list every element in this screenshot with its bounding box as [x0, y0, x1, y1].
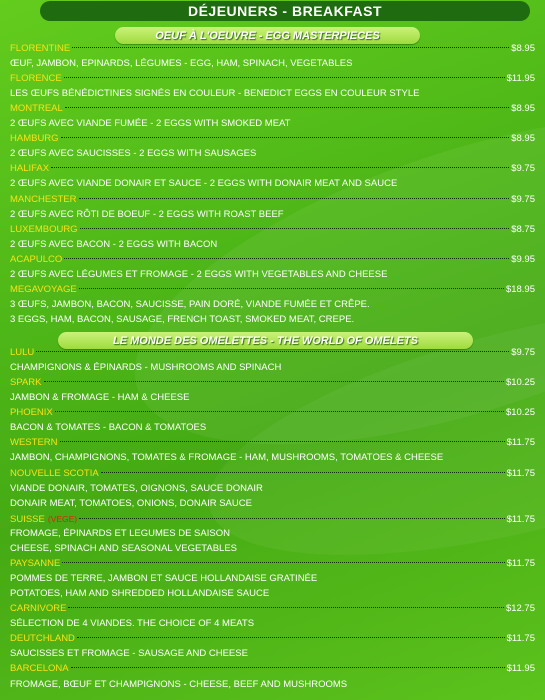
menu-item-row: [10, 72, 535, 86]
menu-item-description: JAMBON, CHAMPIGNONS, TOMATES & FROMAGE - HAM, MUSHROOMS, TOMATOES & CHEESE: [10, 452, 444, 464]
menu-item-name: FLORENCE: [10, 73, 62, 85]
menu-item-description: VIANDE DONAIR, TOMATES, OIGNONS, SAUCE DONAIR: [10, 482, 263, 494]
section-title: OEUF À L'OEUVRE - EGG MASTERPIECES: [155, 29, 380, 42]
dot-leader: [79, 198, 510, 199]
menu-item-row: [10, 557, 535, 571]
menu-item-name: PAYSANNE: [10, 557, 61, 569]
section-title: LE MONDE DES OMELETTES - THE WORLD OF OMELETS: [113, 334, 418, 347]
menu-item-price: $9.75: [511, 193, 535, 205]
menu-item-name: BARCELONA: [10, 663, 69, 675]
menu-item-name: SUISSE: [10, 513, 45, 525]
menu-item-row: [10, 193, 535, 207]
menu-item-row: [10, 162, 535, 176]
menu-item-price: $11.95: [506, 73, 535, 85]
menu-item-description: 2 ŒUFS AVEC VIANDE DONAIR ET SAUCE - 2 EGGS WITH DONAIR MEAT AND SAUCE: [10, 178, 398, 190]
dot-leader: [68, 607, 503, 608]
menu-item-description: CHAMPIGNONS & ÉPINARDS - MUSHROOMS AND SPINACH: [10, 362, 282, 374]
dot-leader: [51, 167, 509, 168]
dot-leader: [79, 288, 504, 289]
dot-leader: [79, 518, 505, 519]
menu-item-name: WESTERN: [10, 437, 58, 449]
dot-leader: [64, 77, 505, 78]
menu-item-description: 3 EGGS, HAM, BACON, SAUSAGE, FRENCH TOAST, SMOKED MEAT, CREPE.: [10, 313, 355, 325]
menu-item-price: $8.95: [511, 43, 535, 54]
menu-item-name: FLORENTINE: [10, 43, 71, 54]
menu-item-row: [10, 132, 535, 146]
menu-item-price: $12.75: [505, 603, 535, 615]
menu-item-description: ŒUF, JAMBON, EPINARDS, LÉGUMES - EGG, HAM, SPINACH, VEGETABLES: [10, 58, 353, 70]
menu-item-price: $11.75: [506, 437, 535, 449]
menu-item-name: ACAPULCO: [10, 253, 63, 265]
menu-item-description: JAMBON & FROMAGE - HAM & CHEESE: [10, 392, 190, 404]
menu-item-name: MEGAVOYAGE: [10, 283, 77, 295]
menu-item-price: $11.75: [506, 467, 535, 479]
menu-item-price: $10.25: [505, 377, 535, 389]
menu-item-row: [10, 346, 535, 360]
menu-item-row: [10, 102, 535, 116]
menu-item-row: [10, 632, 535, 646]
menu-item-description: 2 ŒUFS AVEC BACON - 2 EGGS WITH BACON: [10, 238, 218, 250]
menu-item-price: $11.95: [506, 663, 535, 675]
menu-item-description: 2 ŒUFS AVEC SAUCISSES - 2 EGGS WITH SAUSAGES: [10, 148, 257, 160]
menu-item-description: FROMAGE, ÉPINARDS ET LEGUMES DE SAISON: [10, 527, 230, 539]
menu-title: DÉJEUNERS - BREAKFAST: [187, 3, 383, 19]
menu-item-row: [10, 467, 535, 481]
menu-item-name: DEUTCHLAND: [10, 633, 75, 645]
menu-item-row: [10, 512, 535, 526]
menu-item-row: [10, 253, 535, 267]
menu-item-name: CARNIVORE: [10, 603, 67, 615]
menu-item-name: MANCHESTER: [10, 193, 77, 205]
menu-item-price: $9.75: [511, 163, 535, 175]
menu-item-description: DONAIR MEAT, TOMATOES, ONIONS, DONAIR SAUCE: [10, 497, 252, 509]
menu-item-price: $8.95: [511, 103, 535, 115]
dot-leader: [61, 137, 510, 138]
menu-item-name: PHOENIX: [10, 407, 53, 419]
dot-leader: [71, 667, 505, 668]
menu-item-name: NOUVELLE SCOTIA: [10, 467, 99, 479]
menu-item-name: SPARK: [10, 377, 42, 389]
dot-leader: [77, 637, 505, 638]
menu-item-name: LUXEMBOURG: [10, 223, 78, 235]
menu-item-row: [10, 406, 535, 420]
menu-item-price: $9.75: [511, 347, 535, 358]
menu-item-price: $18.95: [505, 283, 535, 295]
dot-leader: [101, 472, 505, 473]
menu-item-description: FROMAGE, BŒUF ET CHAMPIGNONS - CHEESE, BEEF AND MUSHROOMS: [10, 678, 348, 690]
dot-leader: [80, 228, 510, 229]
menu-item-description: CHEESE, SPINACH AND SEASONAL VEGETABLES: [10, 542, 238, 554]
menu-item-name: LULU: [10, 347, 35, 358]
menu-item-name: HAMBURG: [10, 133, 59, 145]
dot-leader: [64, 258, 509, 259]
dot-leader: [36, 351, 509, 352]
dot-leader: [65, 107, 509, 108]
menu-title-bar: [40, 1, 530, 21]
menu-item-description: BACON & TOMATES - BACON & TOMATOES: [10, 422, 207, 434]
menu-item-price: $11.75: [506, 557, 535, 569]
menu-item-description: 3 ŒUFS, JAMBON, BACON, SAUCISSE, PAIN DORÉ, VIANDE FUMÉE ET CRÊPE.: [10, 298, 370, 310]
menu-item-row: [10, 376, 535, 390]
menu-item-description: SÉLECTION DE 4 VIANDES. THE CHOICE OF 4 MEATS: [10, 618, 255, 630]
menu-item-price: $9.95: [511, 253, 535, 265]
vege-tag: (VEGE): [47, 513, 78, 524]
menu-item-price: $11.75: [506, 633, 535, 645]
menu-item-row: [10, 436, 535, 450]
dot-leader: [44, 381, 504, 382]
menu-item-description: POMMES DE TERRE, JAMBON ET SAUCE HOLLANDAISE GRATINÉE: [10, 573, 318, 585]
dot-leader: [72, 47, 509, 48]
menu-item-row: [10, 662, 535, 676]
menu-item-price: $11.75: [506, 513, 535, 525]
menu-item-description: LES ŒUFS BÉNÉDICTINES SIGNÉS EN COULEUR - BENEDICT EGGS EN COULEUR STYLE: [10, 88, 420, 100]
menu-item-row: [10, 223, 535, 237]
dot-leader: [62, 562, 504, 563]
menu-item-name: HALIFAX: [10, 163, 50, 175]
dot-leader: [60, 441, 505, 442]
menu-item-description: 2 ŒUFS AVEC LÉGUMES ET FROMAGE - 2 EGGS WITH VEGETABLES AND CHEESE: [10, 268, 388, 280]
dot-leader: [55, 411, 504, 412]
menu-item-row: [10, 602, 535, 616]
menu-item-description: SAUCISSES ET FROMAGE - SAUSAGE AND CHEESE: [10, 648, 248, 660]
menu-item-row: [10, 42, 535, 56]
menu-item-price: $8.75: [511, 223, 535, 235]
menu-item-price: $8.95: [511, 133, 535, 145]
menu-item-description: 2 ŒUFS AVEC RÔTI DE BOEUF - 2 EGGS WITH ROAST BEEF: [10, 208, 284, 220]
menu-item-name: MONTREAL: [10, 103, 63, 115]
menu-item-description: 2 ŒUFS AVEC VIANDE FUMÉE - 2 EGGS WITH SMOKED MEAT: [10, 118, 291, 130]
menu-item-description: POTATOES, HAM AND SHREDDED HOLLANDAISE SAUCE: [10, 588, 270, 600]
menu-item-row: [10, 283, 535, 297]
menu-item-price: $10.25: [505, 407, 535, 419]
